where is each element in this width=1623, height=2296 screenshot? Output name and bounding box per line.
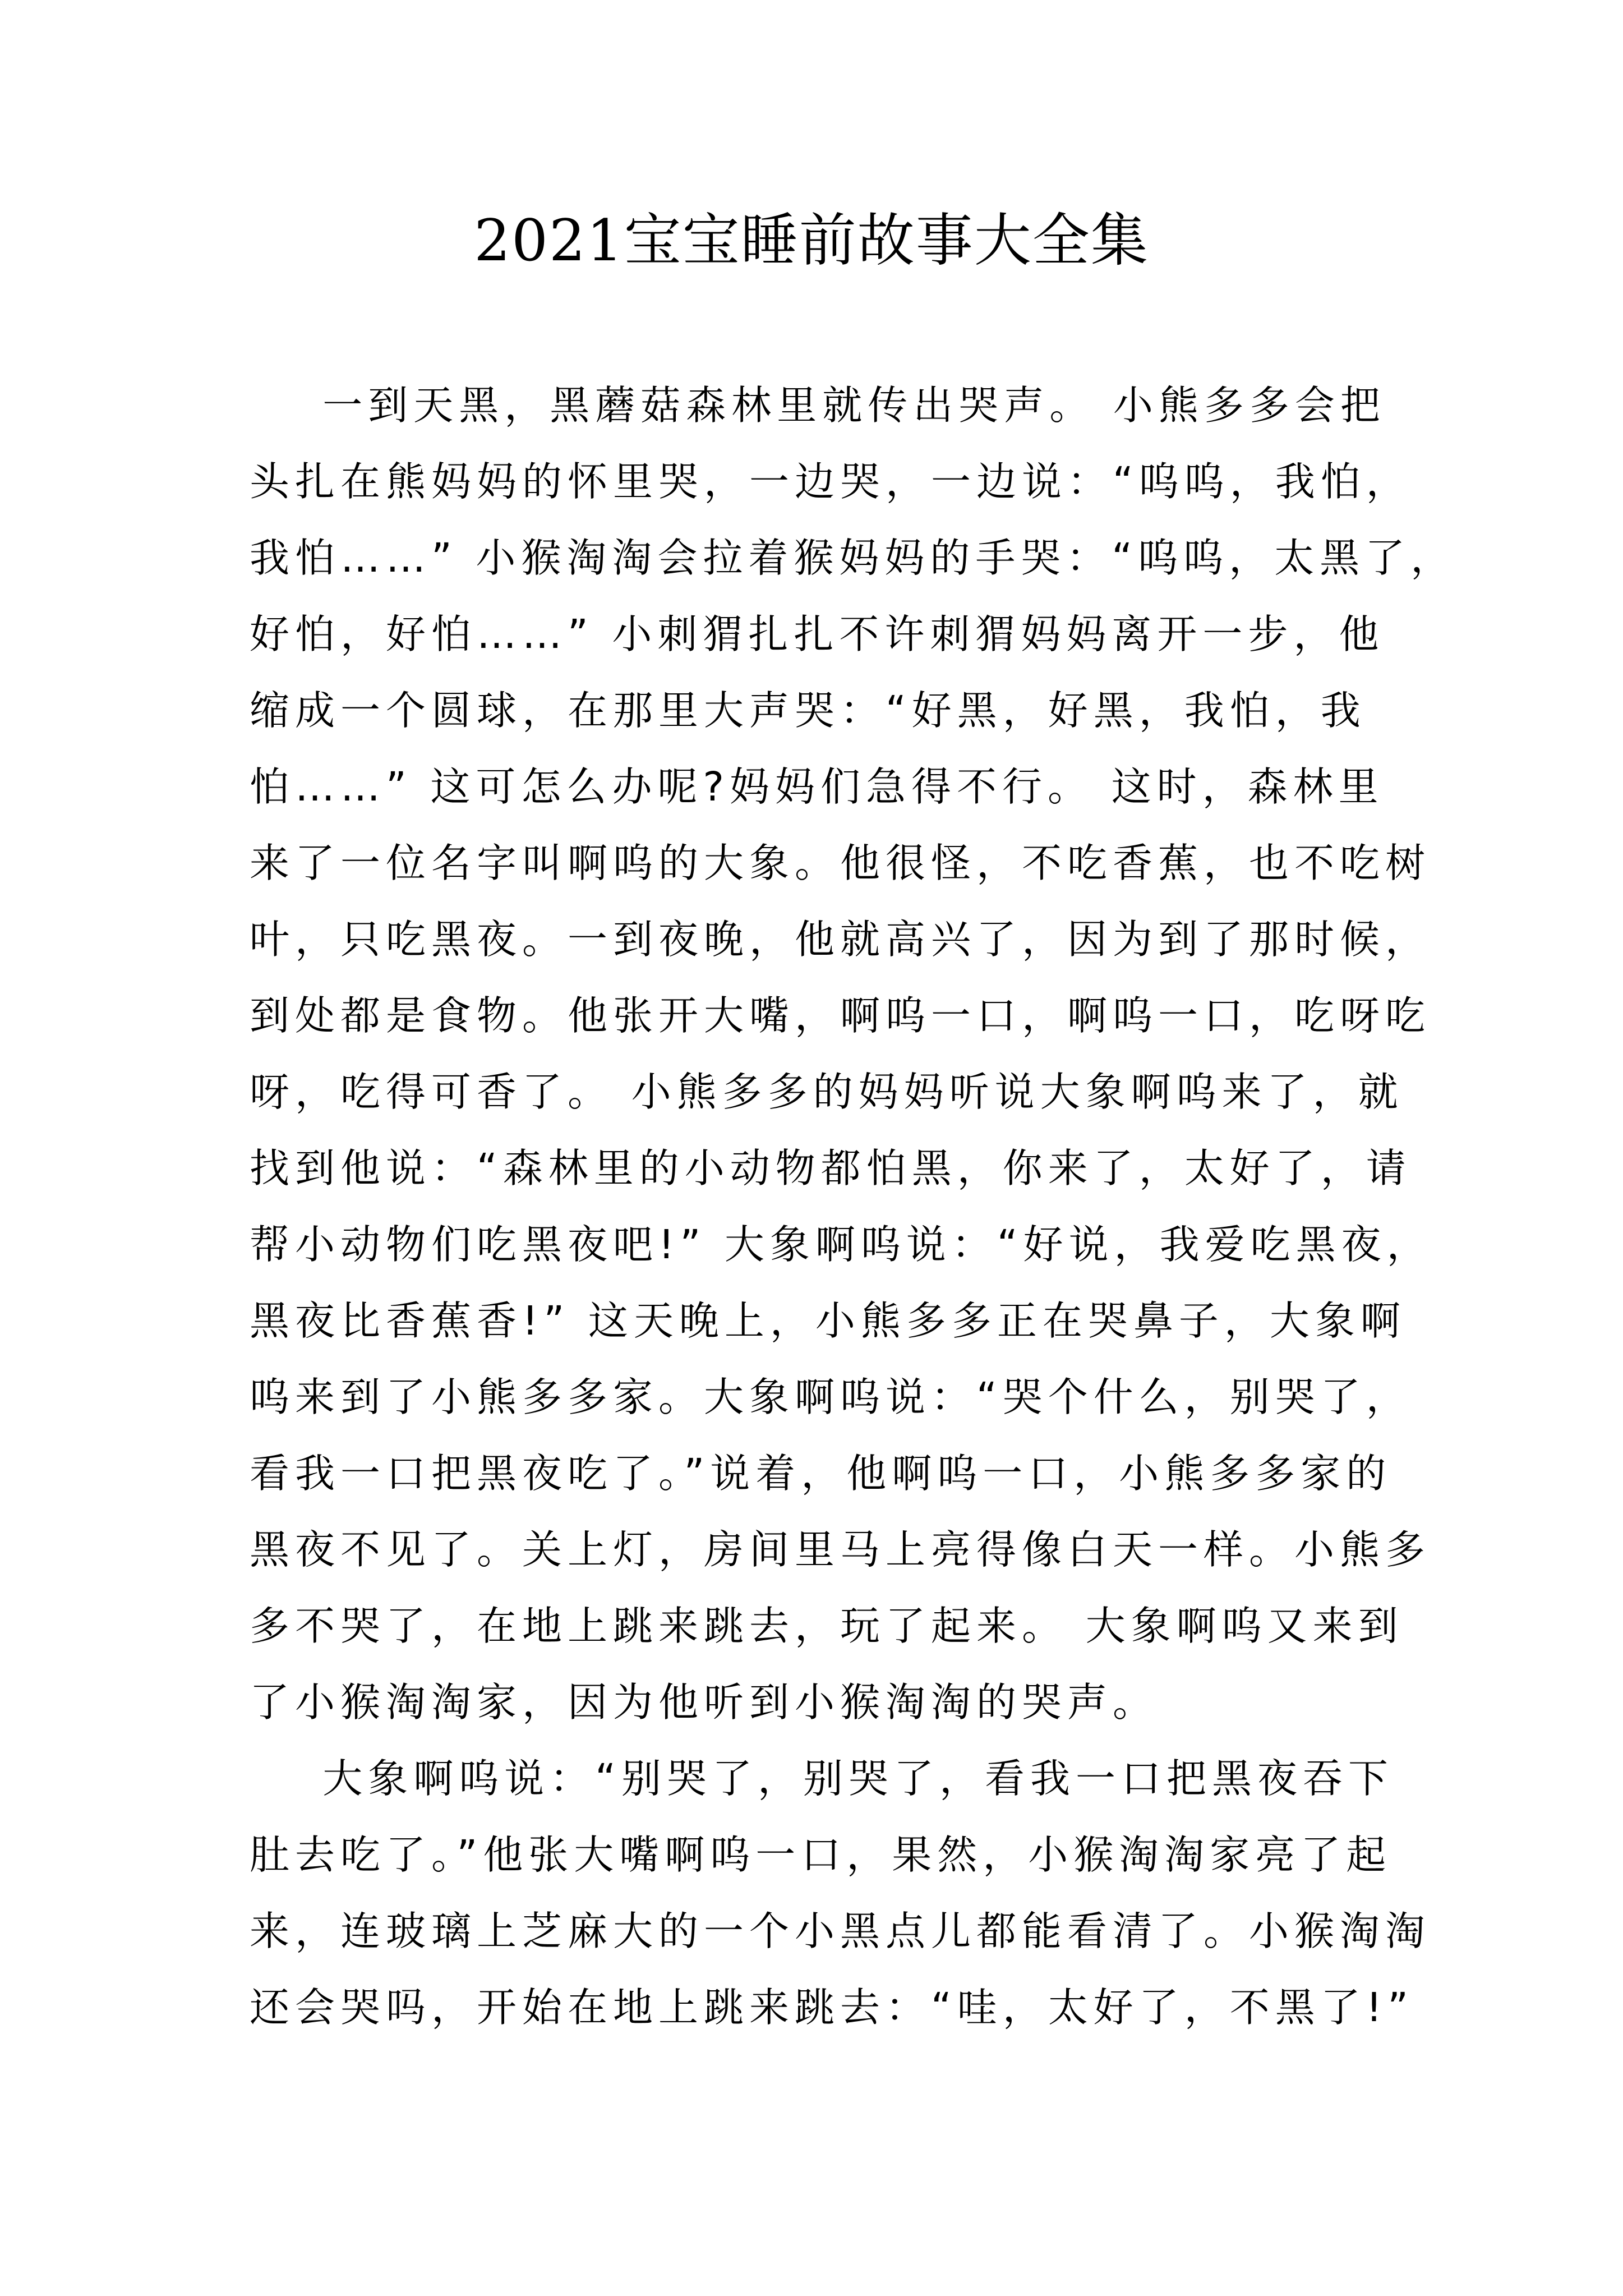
text-line: 到处都是食物。他张开大嘴，啊呜一口，啊呜一口，吃呀吃	[250, 992, 1431, 1039]
text-line: 看我一口把黑夜吃了。”说着，他啊呜一口，小熊多多家的	[250, 1450, 1392, 1497]
text-line: 来，连玻璃上芝麻大的一个小黑点儿都能看清了。小猴淘淘	[250, 1908, 1431, 1954]
text-line: 大象啊呜说：“别哭了，别哭了，看我一口把黑夜吞下	[250, 1755, 1394, 1802]
document-title: 2021宝宝睡前故事大全集	[474, 208, 1149, 274]
text-line: 肚去吃了。”他张大嘴啊呜一口，果然，小猴淘淘家亮了起	[250, 1832, 1392, 1878]
text-line: 一到天黑，黑蘑菇森林里就传出哭声。 小熊多多会把	[250, 382, 1386, 429]
text-line: 好怕，好怕……” 小刺猬扎扎不许刺猬妈妈离开一步，他	[250, 611, 1385, 657]
text-line: 头扎在熊妈妈的怀里哭，一边哭，一边说：“呜呜，我怕，	[250, 458, 1412, 505]
text-line: 黑夜比香蕉香!” 这天晚上，小熊多多正在哭鼻子，大象啊	[250, 1297, 1406, 1344]
text-line: 呀，吃得可香了。 小熊多多的妈妈听说大象啊呜来了，就	[250, 1069, 1404, 1115]
text-line: 叶，只吃黑夜。一到夜晚，他就高兴了，因为到了那时候，	[250, 916, 1431, 963]
text-line: 怕……” 这可怎么办呢?妈妈们急得不行。 这时，森林里	[250, 763, 1384, 810]
text-line: 帮小动物们吃黑夜吧!” 大象啊呜说：“好说，我爱吃黑夜，	[250, 1221, 1432, 1268]
text-line: 我怕……” 小猴淘淘会拉着猴妈妈的手哭：“呜呜，太黑了，	[250, 535, 1456, 581]
text-line: 找到他说：“森林里的小动物都怕黑，你来了，太好了，请	[250, 1145, 1412, 1191]
text-line: 呜来到了小熊多多家。大象啊呜说：“哭个什么，别哭了，	[250, 1374, 1412, 1420]
text-line: 了小猴淘淘家，因为他听到小猴淘淘的哭声。	[250, 1679, 1159, 1726]
document-body	[250, 367, 1456, 2046]
text-line: 来了一位名字叫啊呜的大象。他很怪，不吃香蕉，也不吃树	[250, 840, 1431, 886]
text-line: 多不哭了，在地上跳来跳去，玩了起来。 大象啊呜又来到	[250, 1603, 1404, 1649]
text-line: 还会哭吗，开始在地上跳来跳去：“哇，太好了，不黑了!”	[250, 1984, 1414, 2031]
text-line: 缩成一个圆球，在那里大声哭：“好黑，好黑，我怕，我	[250, 687, 1366, 734]
text-line: 黑夜不见了。关上灯，房间里马上亮得像白天一样。小熊多	[250, 1526, 1431, 1573]
